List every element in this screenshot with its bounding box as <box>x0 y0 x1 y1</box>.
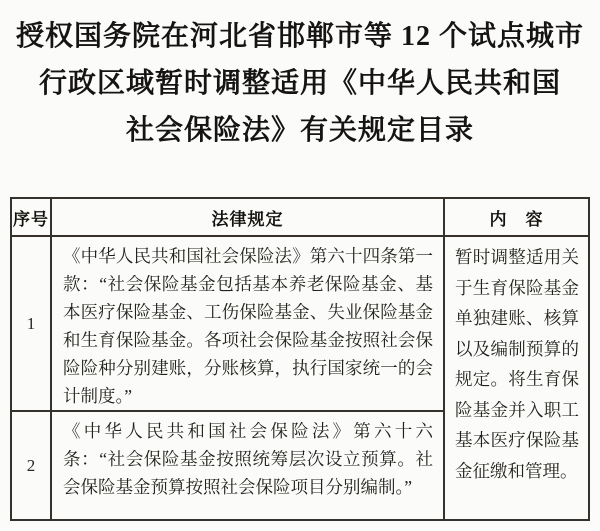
document-title <box>0 13 600 154</box>
table-row-1 <box>11 236 589 411</box>
title-line-3: 社会保险法》有关规定目录 <box>125 115 474 146</box>
header-cell-provision: 法律规定 <box>51 198 444 236</box>
row-2-index: 2 <box>11 411 51 520</box>
title-line-2: 行政区域暂时调整适用《中华人民共和国 <box>38 68 561 99</box>
header-cell-content: 内 容 <box>444 198 589 236</box>
row-1-index: 1 <box>11 236 51 411</box>
table-header-row <box>11 198 589 236</box>
row-1-provision: 《中华人民共和国社会保险法》第六十四条第一款：“社会保险基金包括基本养老保险基金、基本医疗保险基金、工伤保险基金、失业保险基金和生育保险基金。各项社会保险基金按照社会保险险种分别建账，分账核算，执行国家统一的会计制度。” <box>51 236 444 411</box>
regulation-table <box>10 197 590 521</box>
title-line-1: 授权国务院在河北省邯郸市等 12 个试点城市 <box>15 21 584 52</box>
header-cell-index: 序号 <box>11 198 51 236</box>
row-2-provision: 《中华人民共和国社会保险法》第六十六条：“社会保险基金按照统筹层次设立预算。社会保险基金预算按照社会保险项目分别编制。” <box>51 411 444 520</box>
merged-content-cell: 暂时调整适用关于生育保险基金单独建账、核算以及编制预算的规定。将生育保险基金并入职工基本医疗保险基金征缴和管理。 <box>444 236 589 520</box>
